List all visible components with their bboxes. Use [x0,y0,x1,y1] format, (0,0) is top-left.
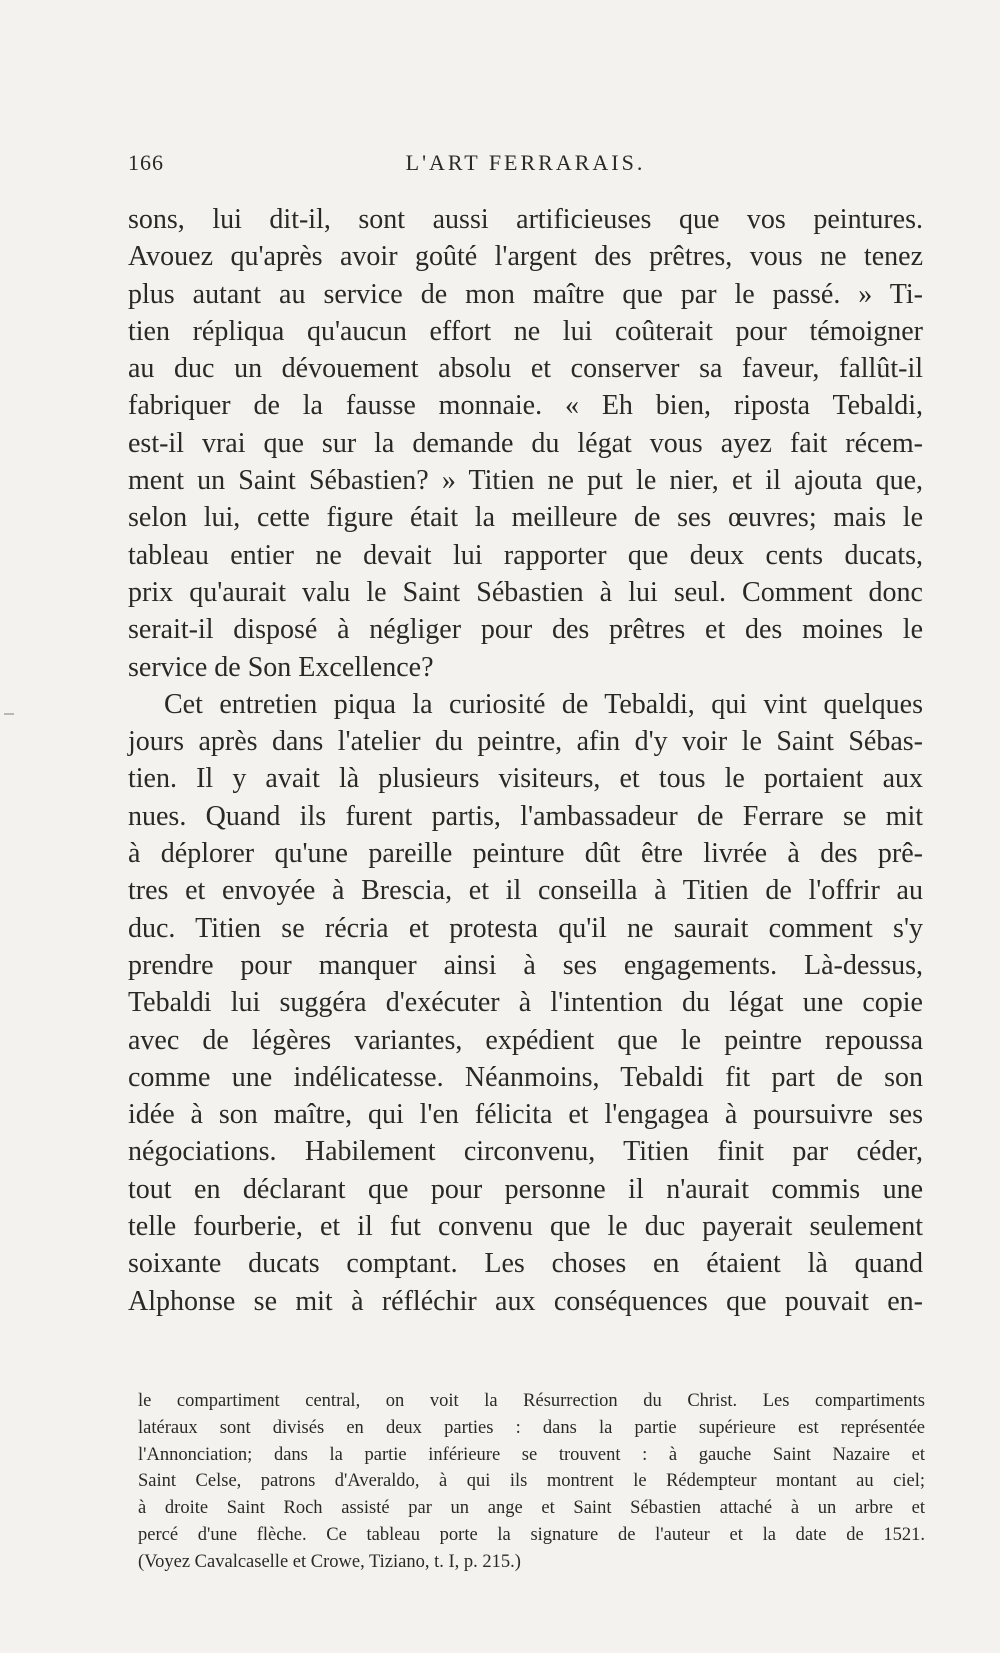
text-line: service de Son Excellence? [128,651,434,683]
text-line: selon lui, cette figure était la meilleure de ses œuvres; mais le [128,502,923,534]
page-number: 166 [128,150,164,175]
footnote-line: latéraux sont divisés en deux parties : dans la partie supérieure est représentée [138,1417,925,1438]
footnote-block [138,1388,925,1576]
text-line: Alphonse se mit à réfléchir aux conséquences que pouvait en- [128,1285,923,1317]
text-line: prix qu'aurait valu le Saint Sébastien à lui seul. Comment donc [128,576,923,608]
text-line: plus autant au service de mon maître que par le passé. » Ti- [128,278,923,310]
body-text [128,201,923,1320]
page-header [128,150,923,184]
text-line: comme une indélicatesse. Néanmoins, Tebaldi fit part de son [128,1061,923,1093]
text-line: telle fourberie, et il fut convenu que le duc payerait seulement [128,1211,923,1243]
text-line: négociations. Habilement circonvenu, Titien finit par céder, [128,1136,923,1168]
text-line: est-il vrai que sur la demande du légat vous ayez fait récem- [128,427,923,459]
text-line: avec de légères variantes, expédient que le peintre repoussa [128,1024,923,1056]
footnote-line: l'Annonciation; dans la partie inférieure se trouvent : à gauche Saint Nazaire et [138,1444,925,1465]
text-line: Avouez qu'après avoir goûté l'argent des prêtres, vous ne tenez [128,241,923,273]
text-line: duc. Titien se récria et protesta qu'il ne saurait comment s'y [128,912,923,944]
footnote-line: (Voyez Cavalcaselle et Crowe, Tiziano, t. I, p. 215.) [138,1551,521,1572]
text-line: Cet entretien piqua la curiosité de Tebaldi, qui vint quelques [164,688,923,720]
text-line: prendre pour manquer ainsi à ses engagements. Là-dessus, [128,949,923,981]
footnote-line: le compartiment central, on voit la Résurrection du Christ. Les compartiments [138,1391,925,1411]
text-line: tien. Il y avait là plusieurs visiteurs, et tous le portaient aux [128,763,923,795]
text-line: serait-il disposé à négliger pour des prêtres et des moines le [128,614,923,646]
text-line: ment un Saint Sébastien? » Titien ne put le nier, et il ajouta que, [128,465,923,497]
text-line: tableau entier ne devait lui rapporter que deux cents ducats, [128,539,923,571]
text-line: jours après dans l'atelier du peintre, afin d'y voir le Saint Sébas- [128,726,923,758]
text-line: nues. Quand ils furent partis, l'ambassadeur de Ferrare se mit [128,800,923,832]
text-line: à déplorer qu'une pareille peinture dût être livrée à des prê- [128,838,923,870]
text-line: tres et envoyée à Brescia, et il conseilla à Titien de l'offrir au [128,875,923,907]
text-line: Tebaldi lui suggéra d'exécuter à l'intention du légat une copie [128,987,923,1019]
text-line: soixante ducats comptant. Les choses en étaient là quand [128,1248,923,1280]
text-line: fabriquer de la fausse monnaie. « Eh bien, riposta Tebaldi, [128,390,923,422]
text-line: au duc un dévouement absolu et conserver sa faveur, fallût-il [128,353,923,385]
text-line: idée à son maître, qui l'en félicita et l'engagea à poursuivre ses [128,1099,923,1131]
footnote-line: Saint Celse, patrons d'Averaldo, à qui ils montrent le Rédempteur montant au ciel; [138,1471,925,1492]
margin-mark [4,713,14,715]
text-line: sons, lui dit-il, sont aussi artificieuses que vos peintures. [128,204,923,235]
footnote-line: à droite Saint Roch assisté par un ange et Saint Sébastien attaché à un arbre et [138,1498,925,1519]
footnote-line: percé d'une flèche. Ce tableau porte la signature de l'auteur et la date de 1521. [138,1524,925,1545]
running-title: L'ART FERRARAIS. [405,150,646,175]
text-line: tout en déclarant que pour personne il n'aurait commis une [128,1173,923,1205]
text-line: tien répliqua qu'aucun effort ne lui coûterait pour témoigner [128,315,923,347]
